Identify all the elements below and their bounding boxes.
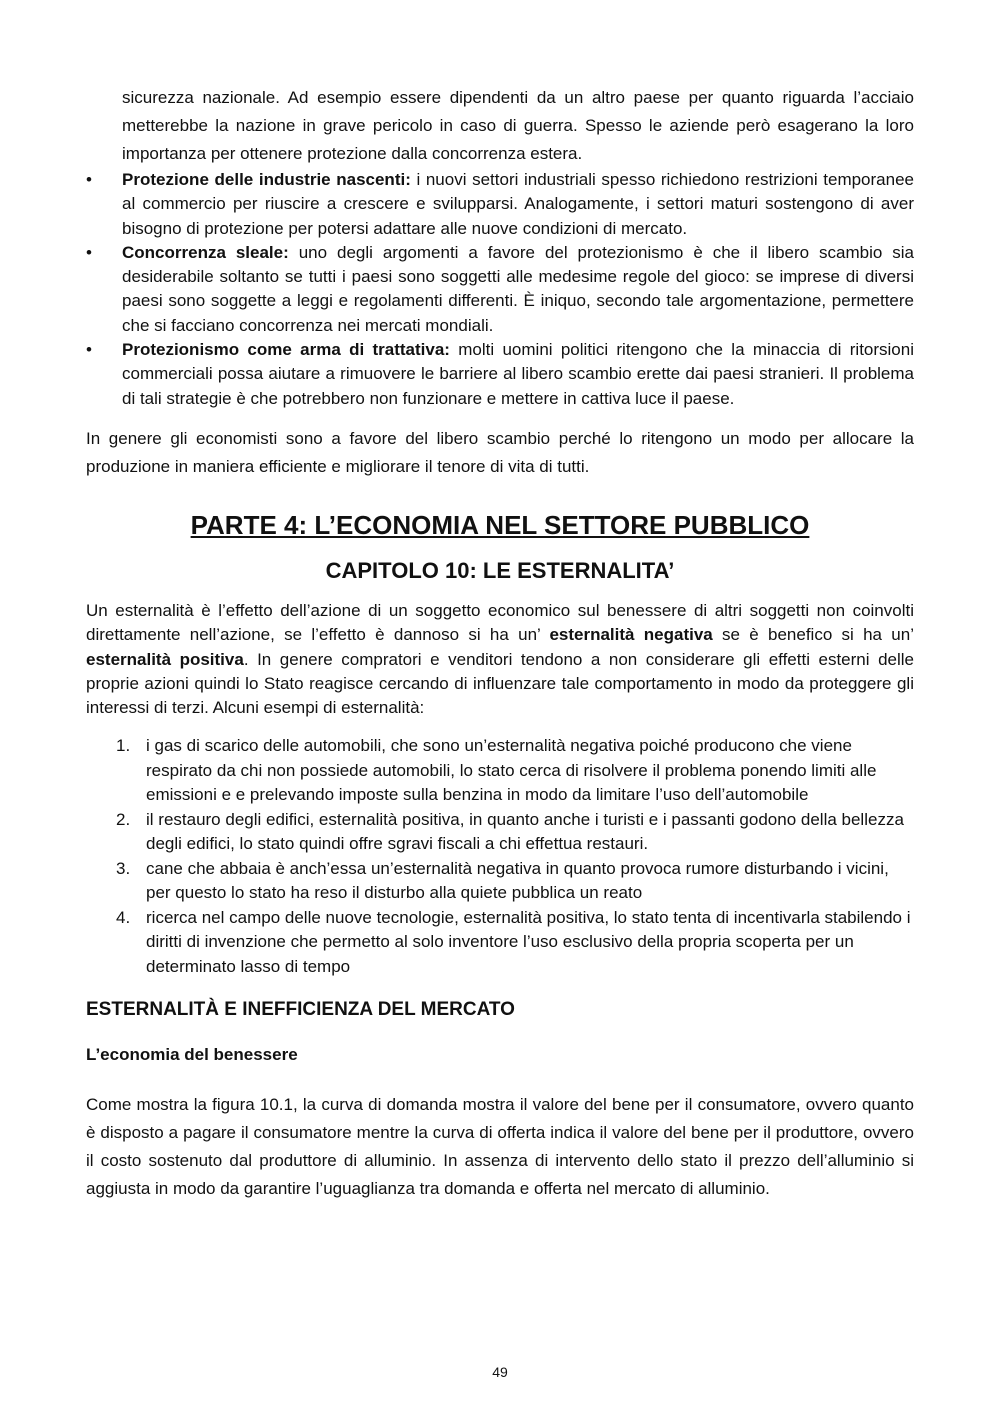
chapter-intro-paragraph	[86, 599, 914, 720]
page-number: 49	[492, 1364, 508, 1380]
summary-paragraph: In genere gli economisti sono a favore del libero scambio perché lo ritengono un modo per allocare la produzione in maniera efficiente e migliorare il tenore di vita di tutti.	[86, 428, 914, 476]
intro-text-1: Un esternalità è l’effetto dell’azione di un soggetto economico sul benessere di altri soggetti non coinvolti direttamente nell’azione, se l’effetto è dannoso si ha un’	[86, 600, 914, 645]
section-title: ESTERNALITÀ E INEFFICIENZA DEL MERCATO	[86, 999, 515, 1021]
negative-externality-term: esternalità negativa	[549, 625, 713, 645]
item-number: 2.	[116, 809, 131, 829]
bullet-icon: •	[86, 340, 92, 360]
item-number: 4.	[116, 907, 131, 927]
item-number: 1.	[116, 736, 131, 756]
intro-continuation: sicurezza nazionale. Ad esempio essere dipendenti da un altro paese per quanto riguarda l’acciaio metterebbe la nazione in grave pericolo in caso di guerra. Spesso le aziende però esagerano la loro importanza per ottenere protezione dalla concorrenza estera.	[122, 88, 914, 163]
protectionism-arguments-list	[86, 168, 914, 411]
document-page	[86, 84, 914, 1203]
list-item	[86, 906, 914, 980]
item-text: ricerca nel campo delle nuove tecnologie, esternalità positiva, lo stato tenta di incentivarla stabilendo i diritti di invenzione che permetto al solo inventore l’uso esclusivo della propria scoperta per un determinato lasso di tempo	[146, 907, 911, 976]
item-number: 3.	[116, 858, 131, 878]
list-item	[86, 808, 914, 857]
item-text: cane che abbaia è anch’essa un’esternalità negativa in quanto provoca rumore disturbando i vicini, per questo lo stato ha reso il disturbo alla quiete pubblica un reato	[146, 858, 889, 903]
bullet-term: Protezione delle industrie nascenti:	[122, 170, 411, 189]
intro-text-3: . In genere compratori e venditori tendono a non considerare gli effetti esterni delle proprie azioni quindi lo Stato reagisce cercando di influenzare tale comportamento in modo da proteggere gli interessi di terzi. Alcuni esempi di esternalità:	[86, 649, 914, 718]
chapter-title: CAPITOLO 10: LE ESTERNALITA’	[325, 557, 675, 583]
list-item	[86, 734, 914, 808]
bullet-text: molti uomini politici ritengono che la minaccia di ritorsioni commerciali possa aiutare a rimuovere le barriere al libero scambio erette dai paesi stranieri. Il problema di tali strategie è che potrebbero non funzionare e mettere in cattiva luce il paese.	[122, 340, 914, 408]
bullet-text: uno degli argomenti a favore del protezionismo è che il libero scambio sia desiderabile soltanto se tutti i paesi sono soggetti alle medesime regole del gioco: se imprese di diversi paesi sono soggette a leggi e regolamenti differenti. È iniquo, secondo tale argomentazione, permettere che si facciano concorrenza nei mercati mondiali.	[122, 242, 915, 335]
bullet-text: i nuovi settori industriali spesso richiedono restrizioni temporanee al commercio per riuscire a crescere e svilupparsi. Analogamente, i settori maturi sostengono di aver bisogno di protezione per potersi adattare alle nuove condizioni di mercato.	[122, 170, 914, 238]
welfare-paragraph: Come mostra la figura 10.1, la curva di domanda mostra il valore del bene per il consumatore, ovvero quanto è disposto a pagare il consumatore mentre la curva di offerta indica il valore del bene per il produttore, ovvero il costo sostenuto dal produttore di alluminio. In assenza di intervento dello stato il prezzo dell’alluminio si aggiusta in modo da garantire l’uguaglianza tra domanda e offerta nel mercato di alluminio.	[86, 1095, 914, 1199]
bullet-term: Protezionismo come arma di trattativa:	[122, 340, 450, 360]
item-text: i gas di scarico delle automobili, che sono un’esternalità negativa poiché producono che viene respirato da chi non possiede automobili, lo stato cerca di risolvere il problema ponendo limiti alle emissioni e e prelevando imposte sulla benzina in modo da limitare l’uso dell’automobile	[146, 736, 877, 805]
bullet-icon: •	[86, 170, 92, 189]
list-item	[86, 857, 914, 906]
part-title: PARTE 4: L’ECONOMIA NEL SETTORE PUBBLICO	[190, 509, 810, 540]
bullet-term: Concorrenza sleale:	[122, 242, 289, 262]
externality-examples-list	[86, 734, 914, 979]
list-item	[86, 168, 914, 241]
list-item	[86, 338, 914, 411]
subsection-title: L’economia del benessere	[86, 1045, 298, 1065]
positive-externality-term: esternalità positiva	[86, 649, 244, 669]
bullet-icon: •	[86, 242, 92, 262]
intro-text-2: se è benefico si ha un’	[712, 625, 914, 645]
list-item	[86, 241, 914, 338]
item-text: il restauro degli edifici, esternalità positiva, in quanto anche i turisti e i passanti godono della bellezza degli edifici, lo stato quindi offre sgravi fiscali a chi effettua restauri.	[146, 809, 904, 854]
